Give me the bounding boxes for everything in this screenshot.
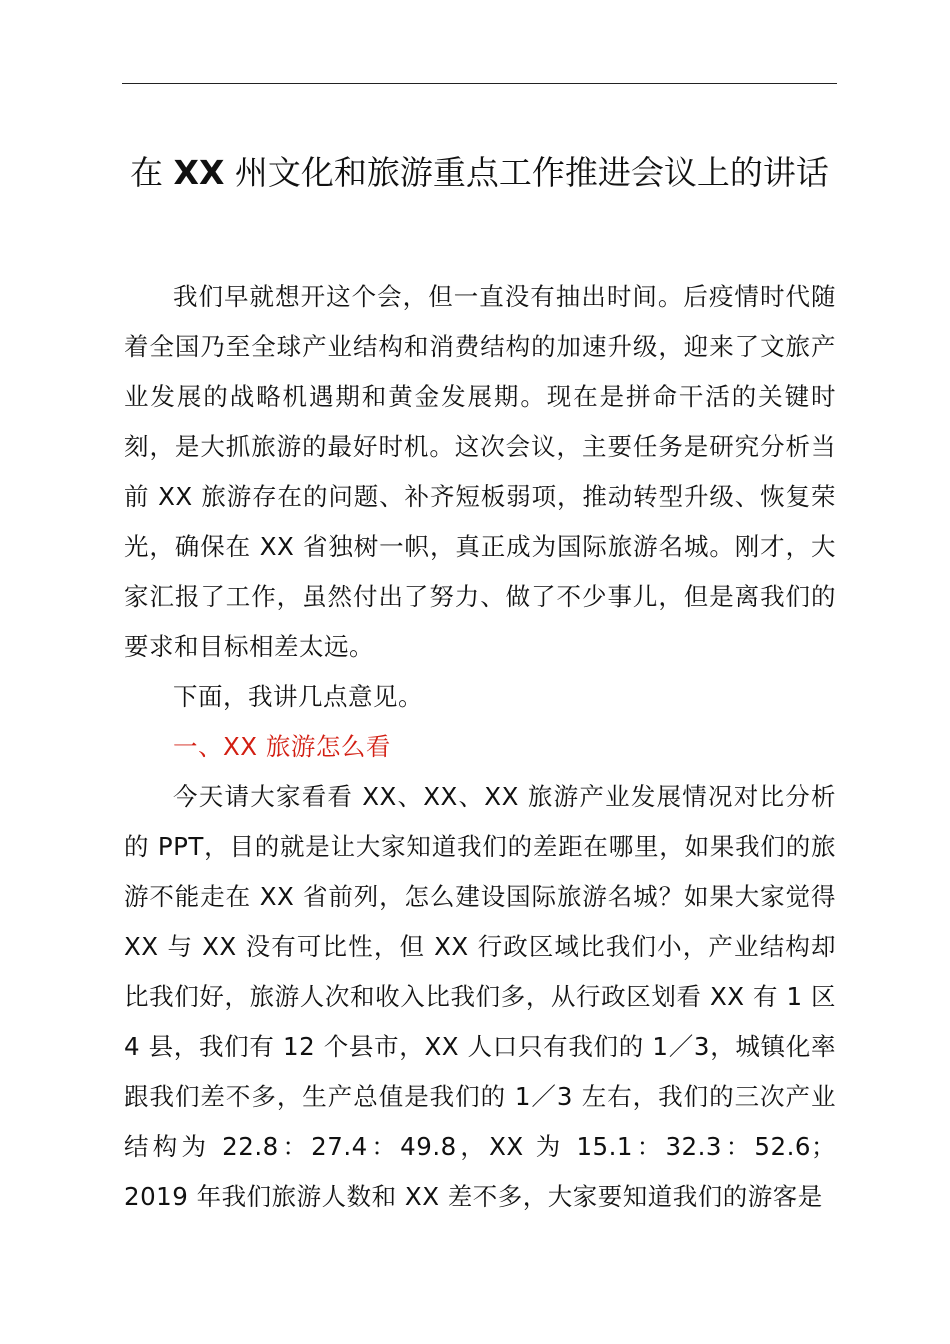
title-prefix: 在 (130, 153, 174, 192)
document-title (122, 148, 837, 198)
document-body (124, 272, 836, 1222)
header-rule (122, 83, 837, 84)
title-bold-xx: XX (173, 153, 225, 192)
section-paragraph: 今天请大家看看 XX、XX、XX 旅游产业发展情况对比分析的 PPT，目的就是让大家知道我们的差距在哪里，如果我们的旅游不能走在 XX 省前列，怎么建设国际旅游名城？如果大家觉得 XX 与 XX 没有可比性，但 XX 行政区域比我们小，产业结构却比我们好，旅游人次和收入比我们多，从行政区划看 XX 有 1 区 4 县，我们有 12 个县市，XX 人口只有我们的 1／3，城镇化率跟我们差不多，生产总值是我们的 1／3 左右，我们的三次产业结构为 22.8：27.4：49.8，XX 为 15.1：32.3：52.6；2019 年我们旅游人数和 XX 差不多，大家要知道我们的游客是 (124, 782, 836, 1211)
transition-paragraph: 下面，我讲几点意见。 (173, 682, 423, 711)
title-rest: 州文化和旅游重点工作推进会议上的讲话 (224, 153, 829, 192)
intro-paragraph: 我们早就想开这个会，但一直没有抽出时间。后疫情时代随着全国乃至全球产业结构和消费结构的加速升级，迎来了文旅产业发展的战略机遇期和黄金发展期。现在是拼命干活的关键时刻，是大抓旅游的最好时机。这次会议，主要任务是研究分析当前 XX 旅游存在的问题、补齐短板弱项，推动转型升级、恢复荣光，确保在 XX 省独树一帜，真正成为国际旅游名城。刚才，大家汇报了工作，虽然付出了努力、做了不少事儿，但是离我们的要求和目标相差太远。 (124, 282, 836, 661)
section-heading: 一、XX 旅游怎么看 (173, 732, 391, 761)
